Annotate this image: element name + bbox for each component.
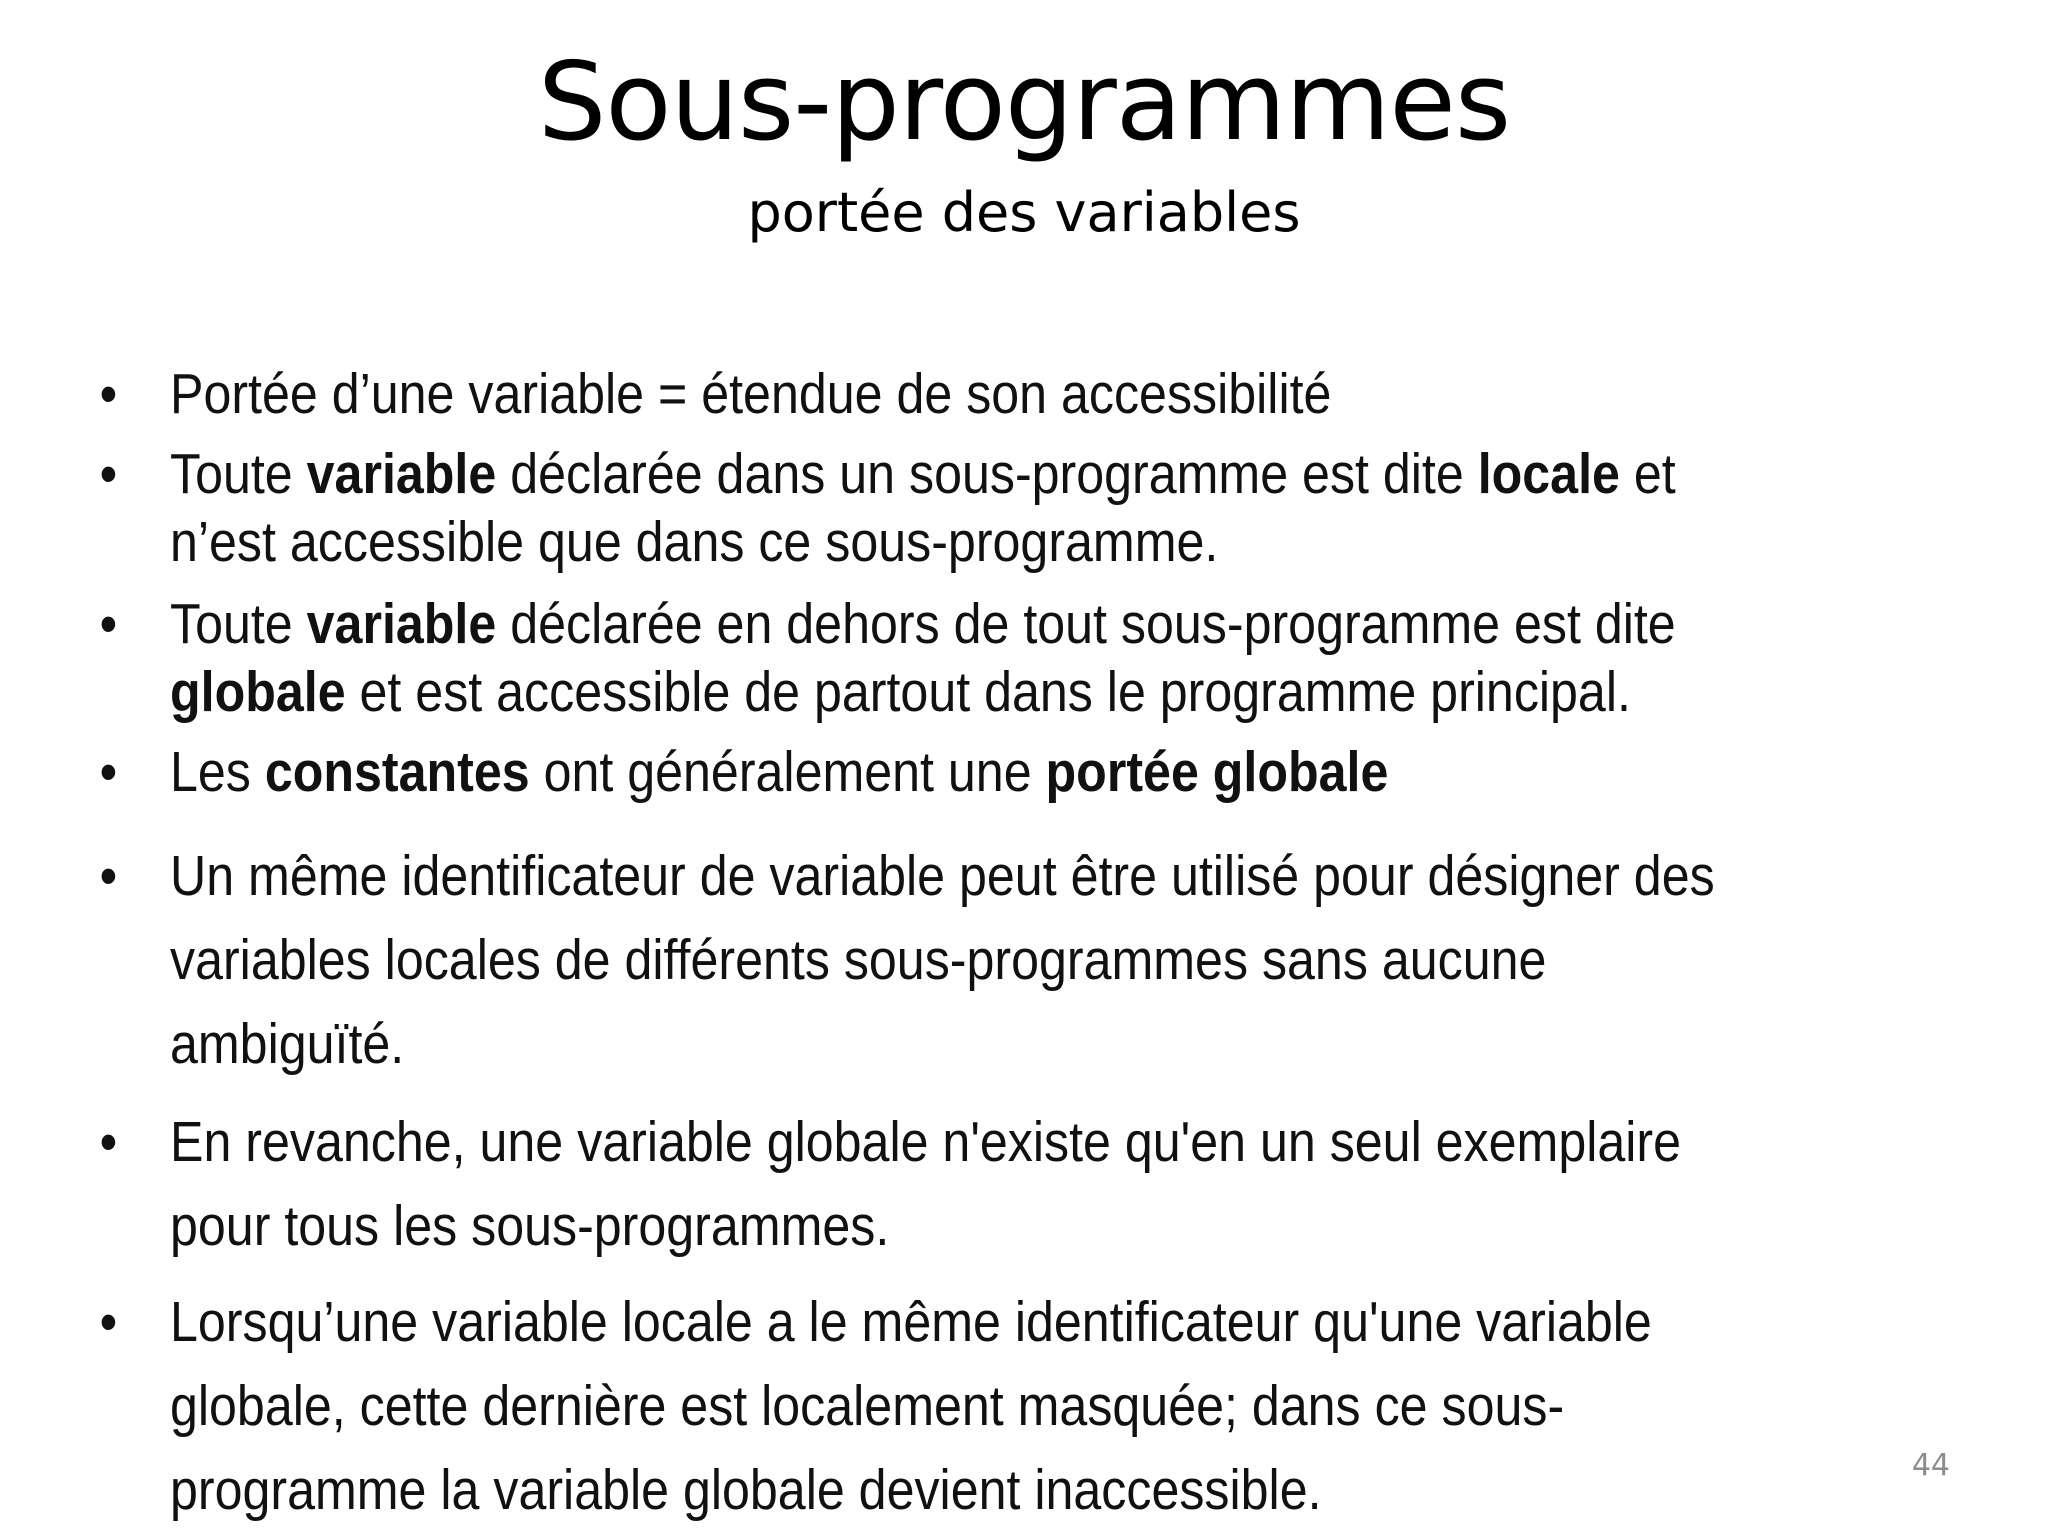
text-run: programme la variable globale devient inaccessible. (170, 1458, 1322, 1522)
bullet-marker: • (99, 1110, 118, 1174)
text-run: Toute (170, 442, 307, 506)
bullet-line (170, 1364, 1736, 1448)
text-run: variables locales de différents sous-programmes sans aucune (170, 928, 1547, 992)
text-run: et est accessible de partout dans le programme principal. (345, 660, 1631, 724)
bullet-line (170, 360, 1736, 428)
bold-text-run: variable (306, 442, 497, 506)
text-run: déclarée en dehors de tout sous-programme est dite (496, 592, 1676, 656)
bullet-item (99, 590, 1736, 726)
bullet-line (170, 658, 1736, 726)
text-run: Toute (170, 592, 307, 656)
text-run: Lorsqu’une variable locale a le même identificateur qu'une variable (170, 1290, 1652, 1354)
bullet-item (99, 1280, 1736, 1532)
slide-title: Sous-programmes (537, 40, 1511, 165)
bullet-line (170, 590, 1736, 658)
bullet-marker: • (99, 592, 118, 656)
text-run: déclarée dans un sous-programme est dite (496, 442, 1478, 506)
bullet-item (99, 1100, 1736, 1268)
text-run: ont généralement une (529, 740, 1046, 804)
bold-text-run: globale (170, 660, 346, 724)
text-run: ambiguïté. (170, 1012, 405, 1076)
bullet-item (99, 834, 1736, 1086)
bullet-line (170, 508, 1736, 576)
bullet-line (170, 834, 1736, 918)
bullet-line (170, 440, 1736, 508)
bullet-line (170, 1100, 1736, 1184)
page-number: 44 (1911, 1448, 1950, 1483)
text-run: et (1619, 442, 1676, 506)
bullet-line (170, 1280, 1736, 1364)
bullet-line (170, 1448, 1736, 1532)
bold-text-run: constantes (264, 740, 530, 804)
text-run: Les (170, 740, 265, 804)
bullet-line (170, 1184, 1736, 1268)
bold-text-run: locale (1477, 442, 1620, 506)
text-run: Un même identificateur de variable peut être utilisé pour désigner des (170, 844, 1715, 908)
text-run: pour tous les sous-programmes. (170, 1194, 890, 1258)
bullet-item (99, 360, 1736, 428)
text-run: En revanche, une variable globale n'existe qu'en un seul exemplaire (170, 1110, 1682, 1174)
bold-text-run: portée globale (1045, 740, 1389, 804)
bullet-marker: • (99, 844, 118, 908)
bold-text-run: variable (306, 592, 497, 656)
bullet-line (170, 1002, 1736, 1086)
bullet-item (99, 738, 1736, 806)
text-run: globale, cette dernière est localement masquée; dans ce sous- (170, 1374, 1565, 1438)
bullet-item (99, 440, 1736, 576)
bullet-marker: • (99, 442, 118, 506)
bullet-marker: • (99, 740, 118, 804)
bullet-marker: • (99, 362, 118, 426)
slide-subtitle: portée des variables (747, 181, 1301, 244)
text-run: Portée d’une variable = étendue de son accessibilité (170, 362, 1332, 426)
bullet-line (170, 738, 1736, 806)
bullet-line (170, 918, 1736, 1002)
bullet-marker: • (99, 1290, 118, 1354)
text-run: n’est accessible que dans ce sous-programme. (170, 510, 1219, 574)
